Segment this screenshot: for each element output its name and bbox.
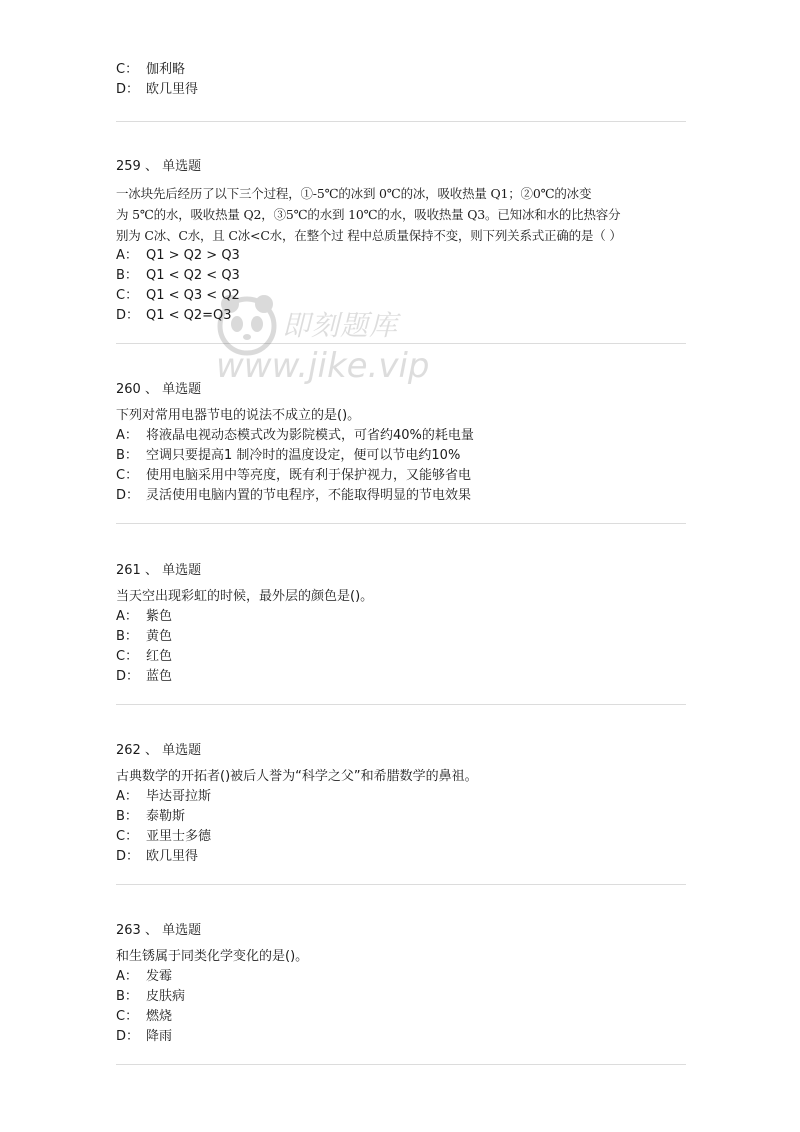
question-stem: 当天空出现彩虹的时候，最外层的颜色是()。: [116, 589, 374, 604]
option-key: B：: [116, 809, 138, 824]
option-text: 使用电脑采用中等亮度，既有利于保护视力，又能够省电: [146, 468, 472, 483]
option-a[interactable]: [116, 967, 686, 987]
option-key: C：: [116, 288, 139, 303]
option-d[interactable]: [116, 847, 686, 867]
option-key: D：: [116, 82, 140, 97]
option-key: B：: [116, 448, 138, 463]
question-260: [116, 380, 686, 506]
option-key: A：: [116, 609, 138, 624]
question-header: 263 、 单选题: [116, 923, 202, 938]
option-key: B：: [116, 989, 138, 1004]
option-text: 空调只要提高1 制冷时的温度设定，便可以节电约10%: [146, 448, 461, 463]
option-text: 蓝色: [146, 669, 173, 684]
option-a[interactable]: [116, 246, 686, 266]
option-key: B：: [116, 629, 138, 644]
option-d[interactable]: [116, 306, 686, 326]
option-key: D：: [116, 308, 140, 323]
option-text: Q1 < Q2=Q3: [146, 308, 232, 323]
question-stem-line-1: 一冰块先后经历了以下三个过程，①-5℃的冰到 0℃的冰，吸收热量 Q1；②0℃的冰变: [116, 186, 592, 201]
option-text: 灵活使用电脑内置的节电程序，不能取得明显的节电效果: [146, 488, 472, 503]
question-header: 260 、 单选题: [116, 382, 202, 397]
option-c[interactable]: [116, 286, 686, 306]
option-c[interactable]: [116, 827, 686, 847]
option-d[interactable]: [116, 1027, 686, 1047]
question-divider: [116, 1064, 686, 1065]
option-key: C：: [116, 62, 139, 77]
option-text: 发霉: [146, 969, 173, 984]
option-text: 泰勒斯: [146, 809, 186, 824]
question-header: 261 、 单选题: [116, 563, 202, 578]
option-text: Q1 < Q3 < Q2: [146, 288, 240, 303]
option-d[interactable]: [116, 80, 686, 100]
question-stem: 下列对常用电器节电的说法不成立的是()。: [116, 408, 361, 423]
question-262: [116, 741, 686, 867]
option-key: C：: [116, 468, 139, 483]
option-c[interactable]: [116, 60, 686, 80]
question-divider: [116, 704, 686, 705]
option-b[interactable]: [116, 266, 686, 286]
option-c[interactable]: [116, 647, 686, 667]
option-key: B：: [116, 268, 138, 283]
option-text: 伽利略: [146, 62, 186, 77]
option-key: D：: [116, 1029, 140, 1044]
question-258-tail: [116, 60, 686, 100]
question-stem-line-3: 别为 C冰、C水，且 C冰<C水，在整个过 程中总质量保持不变，则下列关系式正确的是（ ）: [116, 228, 622, 243]
option-a[interactable]: [116, 607, 686, 627]
option-key: A：: [116, 789, 138, 804]
option-d[interactable]: [116, 667, 686, 687]
watermark-brand: 即刻题库: [282, 309, 399, 342]
option-text: 黄色: [146, 629, 173, 644]
option-text: 欧几里得: [146, 82, 199, 97]
option-b[interactable]: [116, 627, 686, 647]
option-key: C：: [116, 1009, 139, 1024]
option-text: 欧几里得: [146, 849, 199, 864]
option-text: 降雨: [146, 1029, 173, 1044]
question-divider: [116, 343, 686, 344]
option-key: C：: [116, 829, 139, 844]
option-text: 燃烧: [146, 1009, 173, 1024]
question-stem-line-2: 为 5℃的水，吸收热量 Q2，③5℃的水到 10℃的水，吸收热量 Q3。已知冰和水的比热容分: [116, 207, 621, 222]
question-stem: 古典数学的开拓者()被后人誉为“科学之父”和希腊数学的鼻祖。: [116, 769, 478, 784]
option-c[interactable]: [116, 466, 686, 486]
option-c[interactable]: [116, 1007, 686, 1027]
question-263: [116, 921, 686, 1047]
question-header: 262 、 单选题: [116, 743, 202, 758]
question-259: [116, 157, 686, 326]
option-b[interactable]: [116, 807, 686, 827]
option-key: A：: [116, 428, 138, 443]
option-text: 皮肤病: [146, 989, 186, 1004]
question-stem: 和生锈属于同类化学变化的是()。: [116, 949, 309, 964]
question-divider: [116, 121, 686, 122]
option-key: D：: [116, 849, 140, 864]
question-divider: [116, 884, 686, 885]
option-b[interactable]: [116, 446, 686, 466]
option-text: 将液晶电视动态模式改为影院模式，可省约40%的耗电量: [146, 428, 474, 443]
option-text: Q1 < Q2 < Q3: [146, 268, 240, 283]
option-key: A：: [116, 248, 138, 263]
option-a[interactable]: [116, 426, 686, 446]
option-a[interactable]: [116, 787, 686, 807]
option-key: D：: [116, 669, 140, 684]
watermark-url: www.jike.vip: [216, 346, 430, 386]
option-text: Q1 > Q2 > Q3: [146, 248, 240, 263]
option-key: A：: [116, 969, 138, 984]
option-text: 亚里士多德: [146, 829, 212, 844]
question-header: 259 、 单选题: [116, 159, 202, 174]
option-text: 紫色: [146, 609, 173, 624]
option-key: C：: [116, 649, 139, 664]
option-b[interactable]: [116, 987, 686, 1007]
option-d[interactable]: [116, 486, 686, 506]
option-text: 毕达哥拉斯: [146, 789, 212, 804]
question-divider: [116, 523, 686, 524]
question-261: [116, 561, 686, 687]
option-text: 红色: [146, 649, 173, 664]
option-key: D：: [116, 488, 140, 503]
